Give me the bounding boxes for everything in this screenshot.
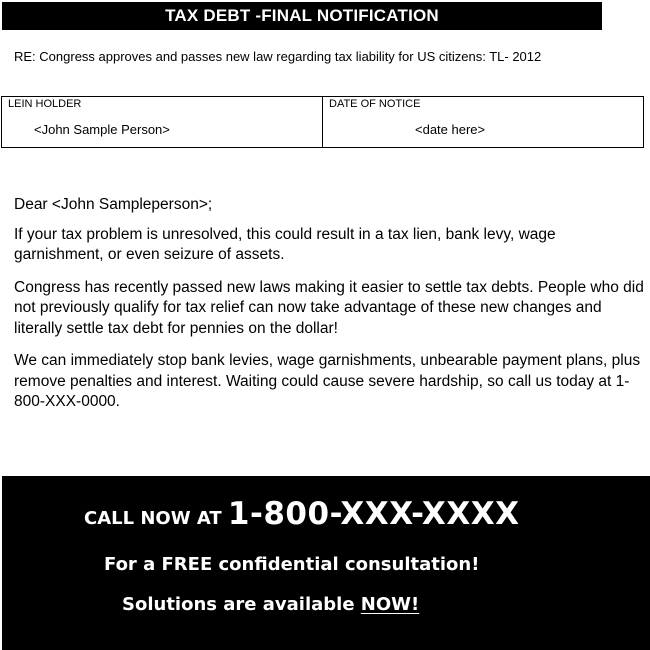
solutions-now: NOW! — [360, 594, 420, 615]
recipient-info-box — [1, 96, 644, 148]
lien-holder-label: LEIN HOLDER — [8, 98, 82, 110]
call-to-action-panel — [2, 476, 650, 650]
call-now-line — [84, 496, 520, 532]
notice-title-bar — [2, 2, 602, 30]
notice-title: TAX DEBT -FINAL NOTIFICATION — [165, 6, 439, 25]
date-of-notice-value: <date here> — [415, 122, 486, 137]
letter-greeting: Dear <John Sampleperson>; — [14, 196, 213, 213]
subject-line: RE: Congress approves and passes new law regarding tax liability for US citizens: TL- 2012 — [14, 49, 542, 64]
phone-number: 1-800-XXX-XXXX — [227, 496, 520, 532]
letter-body — [14, 195, 644, 425]
date-of-notice-label: DATE OF NOTICE — [329, 98, 421, 110]
lien-holder-value: <John Sample Person> — [34, 122, 170, 137]
call-now-prefix: CALL NOW AT — [84, 508, 228, 529]
date-of-notice-cell — [322, 97, 643, 147]
letter-paragraph-1: If your tax problem is unresolved, this could result in a tax lien, bank levy, wage garnishment, or even seizure of assets. — [14, 225, 556, 263]
solutions-prefix: Solutions are available — [122, 594, 361, 615]
letter-paragraph-2: Congress has recently passed new laws making it easier to settle tax debts. People who did not previously qualify for tax relief can now take advantage of these new changes and literally settle tax debt for pennies on the dollar! — [14, 278, 644, 337]
free-consultation-line: For a FREE confidential consultation! — [104, 554, 480, 575]
letter-paragraph-3: We can immediately stop bank levies, wage garnishments, unbearable payment plans, plus remove penalties and interest. Waiting could cause severe hardship, so call us today at 1-800-XXX-0000. — [14, 352, 641, 410]
solutions-line — [122, 594, 419, 615]
lien-holder-cell — [2, 97, 322, 147]
